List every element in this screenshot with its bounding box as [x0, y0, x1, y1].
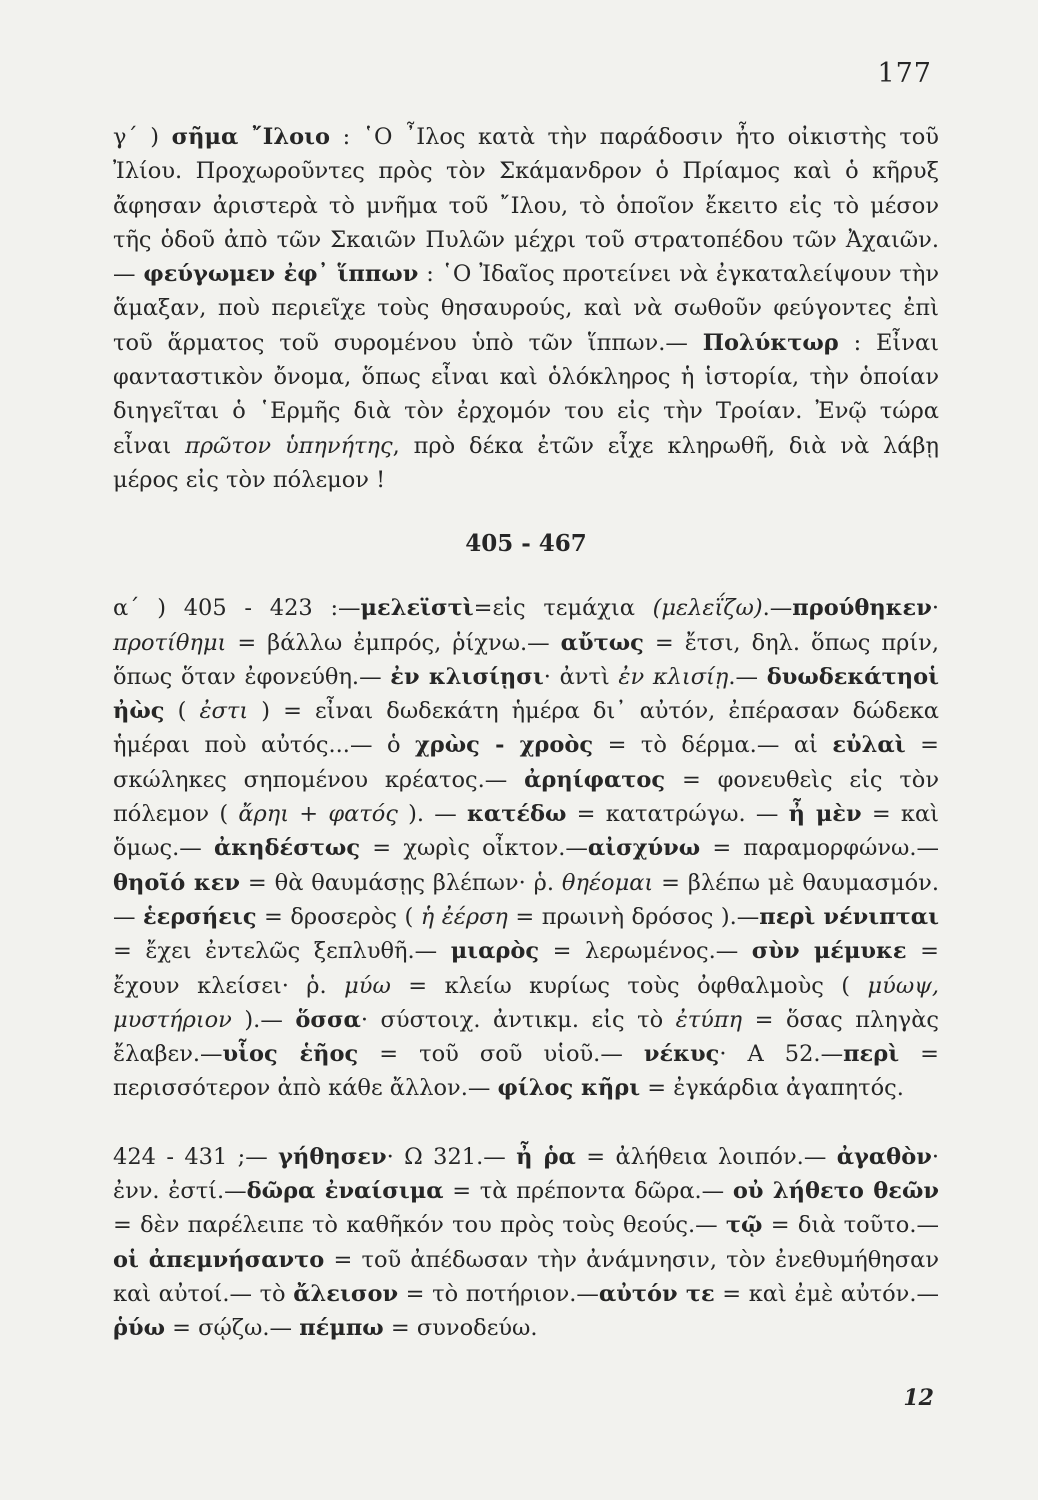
lemma-term: περὶ νένιπται	[759, 903, 939, 930]
lemma-term: οὐ λήθετο θεῶν	[732, 1178, 939, 1205]
gloss-text: · ἀντὶ	[543, 663, 619, 690]
gloss-text: = ἀλήθεια λοιπόν.—	[575, 1143, 837, 1170]
gloss-text: = τὸ δέρμα.— αἱ	[593, 732, 833, 759]
gloss-text: = βλέπω μὲ θαυμασμόν.—	[113, 869, 940, 930]
lemma-term: πέμπω	[299, 1315, 384, 1342]
gloss-text: = ἔχει ἐντελῶς ξεπλυθῆ.—	[113, 938, 451, 965]
gloss-text: · Ω 321.—	[386, 1143, 517, 1170]
gloss-text: (	[164, 698, 200, 725]
gloss-text: = καὶ ἐμὲ αὐτόν.—	[714, 1280, 939, 1307]
gloss-text: = κατατρώγω. —	[566, 801, 789, 828]
gloss-text: ·	[931, 595, 939, 622]
gloss-text: · ἐνν. ἐστί.—	[113, 1143, 939, 1205]
gloss-text: = βάλλω ἐμπρός, ῥίχνω.—	[226, 629, 561, 656]
italic-form: (μελεΐζω)	[652, 595, 763, 622]
signature-mark: 12	[903, 1385, 934, 1411]
gloss-text: α΄ ) 405 - 423 :—	[113, 595, 361, 622]
gloss-text: = περισσότερον ἀπὸ κάθε ἄλλον.—	[113, 1041, 939, 1102]
gloss-text: = λερωμένος.—	[539, 938, 752, 965]
lemma-term: σῆμα ῎Ιλοιο	[171, 124, 331, 150]
lemma-term: ὅσσα	[295, 1006, 361, 1033]
gloss-text: = δροσερὸς (	[256, 903, 421, 930]
lemma-term: γήθησεν	[278, 1143, 387, 1170]
italic-form: μύωψ, μυστήριον	[113, 972, 939, 1033]
gloss-text: : Εἶναι φανταστικὸν ὄνομα, ὅπως εἶναι καὶ ὁλόκληρος ἡ ἱστορία, τὴν ὁποίαν διηγεῖται ὁ ῾Ερμῆς διὰ τὸν ἐρχομόν του εἰς τὴν Τροίαν. Ἐνῷ τώρα εἶναι	[113, 329, 939, 459]
italic-form: μύω	[344, 972, 391, 999]
gloss-text: · σύστοιχ. ἀντικμ. εἰς τὸ	[360, 1006, 676, 1033]
gloss-text: = τοῦ ἀπέδωσαν τὴν ἀνάμνησιν, τὸν ἐνεθυμήθησαν καὶ αὐτοί.— τὸ	[113, 1246, 939, 1307]
lemma-term: ἑερσήεις	[142, 903, 257, 930]
paragraph-commentary-alpha	[113, 591, 939, 1105]
lemma-term: ἐν κλισίῃσι	[390, 663, 544, 690]
lemma-term: φεύγωμεν ἐφ᾽ ἵππων	[143, 261, 419, 288]
gloss-text: = καὶ ὅμως.—	[113, 801, 939, 862]
lemma-term: αὐτόν τε	[598, 1280, 715, 1307]
lemma-term: ἀρηίφατος	[524, 766, 666, 793]
gloss-text: .—	[762, 595, 793, 622]
gloss-text: = ἐγκάρδια ἀγαπητός.	[640, 1075, 904, 1102]
paragraph-gap	[113, 1106, 939, 1140]
lemma-term: προύθηκεν	[792, 595, 932, 622]
italic-form: θηέομαι	[561, 869, 654, 896]
lemma-term: θηοῖό κεν	[113, 869, 240, 896]
italic-form: ἄρηι + φατός	[238, 801, 398, 828]
lemma-term: ἄλεισον	[293, 1280, 399, 1307]
gloss-text: = ἔχουν κλείσει· ῥ.	[113, 938, 939, 999]
gloss-text: = ἔτσι, δηλ. ὅπως πρίν, ὅπως ὅταν ἐφονεύθη.—	[113, 629, 939, 690]
gloss-text: = σῴζω.—	[165, 1315, 300, 1342]
gloss-text: γ΄ )	[113, 124, 172, 150]
italic-form: ἐν κλισίῃ	[618, 663, 729, 690]
lemma-term: ἀγαθὸν	[836, 1143, 932, 1170]
lemma-term: φίλος κῆρι	[497, 1075, 641, 1102]
gloss-text: 424 - 431 ;—	[113, 1143, 279, 1170]
gloss-text: = τὰ πρέποντα δῶρα.—	[443, 1178, 733, 1205]
gloss-text: = τὸ ποτήριον.—	[398, 1280, 599, 1307]
section-heading: 405 - 467	[465, 530, 587, 558]
page-body	[113, 120, 939, 1346]
lemma-term: αὔτως	[560, 629, 644, 656]
italic-form: πρῶτον ὑπηνήτης	[185, 432, 393, 459]
gloss-text: ) = εἶναι δωδεκάτη ἡμέρα δι᾽ αὐτόν, ἐπέρασαν δώδεκα ἡμέραι ποὺ αὐτός...— ὁ	[113, 698, 939, 759]
lemma-term: κατέδω	[467, 801, 567, 828]
lemma-term: τῷ	[725, 1212, 763, 1239]
paragraph-commentary-gamma	[113, 120, 939, 497]
lemma-term: χρὼς - χροὸς	[415, 732, 594, 759]
lemma-term: περὶ	[843, 1041, 900, 1068]
lemma-term: οἱ ἀπεμνήσαντο	[113, 1246, 325, 1273]
italic-form: ἐστι	[199, 698, 249, 725]
gloss-text: .—	[728, 663, 767, 690]
lemma-term: ῥύω	[113, 1315, 165, 1342]
lemma-term: δυωδεκάτηοἱ ἠὼς	[113, 663, 940, 725]
gloss-text: , πρὸ δέκα ἐτῶν εἶχε κληρωθῆ, διὰ νὰ λάβῃ μέρος εἰς τὸν πόλεμον !	[113, 432, 939, 493]
lemma-term: δῶρα ἐναίσιμα	[246, 1178, 444, 1205]
lemma-term: νέκυς	[643, 1041, 720, 1068]
gloss-text: = δὲν παρέλειπε τὸ καθῆκόν του πρὸς τοὺς θεούς.—	[113, 1212, 726, 1239]
lemma-term: σὺν μέμυκε	[751, 938, 907, 965]
gloss-text: = χωρὶς οἶκτον.—	[360, 835, 588, 862]
gloss-text: : ῾Ο Ἰδαῖος προτείνει νὰ ἐγκαταλείψουν τὴν ἅμαξαν, ποὺ περιεῖχε τοὺς θησαυρούς, καὶ νὰ σωθοῦν φεύγοντες ἐπὶ τοῦ ἅρματος τοῦ συρομένου ὑπὸ τῶν ἵππων.—	[113, 261, 940, 356]
gloss-text: = διὰ τοῦτο.—	[762, 1212, 939, 1239]
gloss-text: =εἰς τεμάχια	[473, 595, 653, 622]
gloss-text: = πρωινὴ δρόσος ).—	[507, 903, 760, 930]
lemma-term: Πολύκτωρ	[702, 329, 839, 356]
lemma-term: ἀκηδέστως	[213, 835, 361, 862]
lemma-term: αἰσχύνω	[587, 835, 701, 862]
lemma-term: μιαρὸς	[450, 938, 540, 965]
gloss-text: = παραμορφώνω.—	[700, 835, 939, 862]
gloss-text: = κλείω κυρίως τοὺς ὀφθαλμοὺς (	[390, 972, 868, 999]
lemma-term: μελεϊστὶ	[360, 595, 474, 622]
gloss-text: : ῾Ο ῏Ιλος κατὰ τὴν παράδοσιν ἦτο οἰκιστὴς τοῦ Ἰλίου. Προχωροῦντες πρὸς τὸν Σκάμανδρον ὁ Πρίαμος καὶ ὁ κῆρυξ ἄφησαν ἀριστερὰ τὸ μνῆμα τοῦ ῎Ιλου, τὸ ὁποῖον ἔκειτο εἰς τὸ μέσον τῆς ὁδοῦ ἀπὸ τῶν Σκαιῶν Πυλῶν μέχρι τοῦ στρατοπέδου τῶν Ἀχαιῶν.—	[113, 124, 939, 288]
italic-form: ἐτύπη	[675, 1006, 743, 1033]
lemma-term: ἦ ῥα	[516, 1143, 576, 1170]
lemma-term: υἷος ἑῆος	[222, 1041, 359, 1068]
gloss-text: = θὰ θαυμάσῃς βλέπων· ῥ.	[240, 869, 562, 896]
paragraph-commentary-424	[113, 1140, 939, 1346]
page-number: 177	[877, 58, 932, 89]
gloss-text: · Α 52.—	[719, 1041, 844, 1068]
lemma-term: εὐλαὶ	[832, 732, 906, 759]
italic-form: ἡ ἐέρση	[420, 903, 508, 930]
lemma-term: ἦ μὲν	[788, 801, 862, 828]
italic-form: προτίθημι	[113, 629, 227, 656]
gloss-text: = φονευθεὶς εἰς τὸν πόλεμον (	[113, 766, 939, 828]
gloss-text: = τοῦ σοῦ υἱοῦ.—	[358, 1041, 644, 1068]
gloss-text: = ὅσας πληγὰς ἔλαβεν.—	[113, 1006, 940, 1068]
gloss-text: ).—	[231, 1006, 296, 1033]
gloss-text: = συνοδεύω.	[383, 1315, 538, 1342]
gloss-text: = σκώληκες σηπομένου κρέατος.—	[113, 732, 939, 793]
gloss-text: ). —	[397, 801, 468, 828]
